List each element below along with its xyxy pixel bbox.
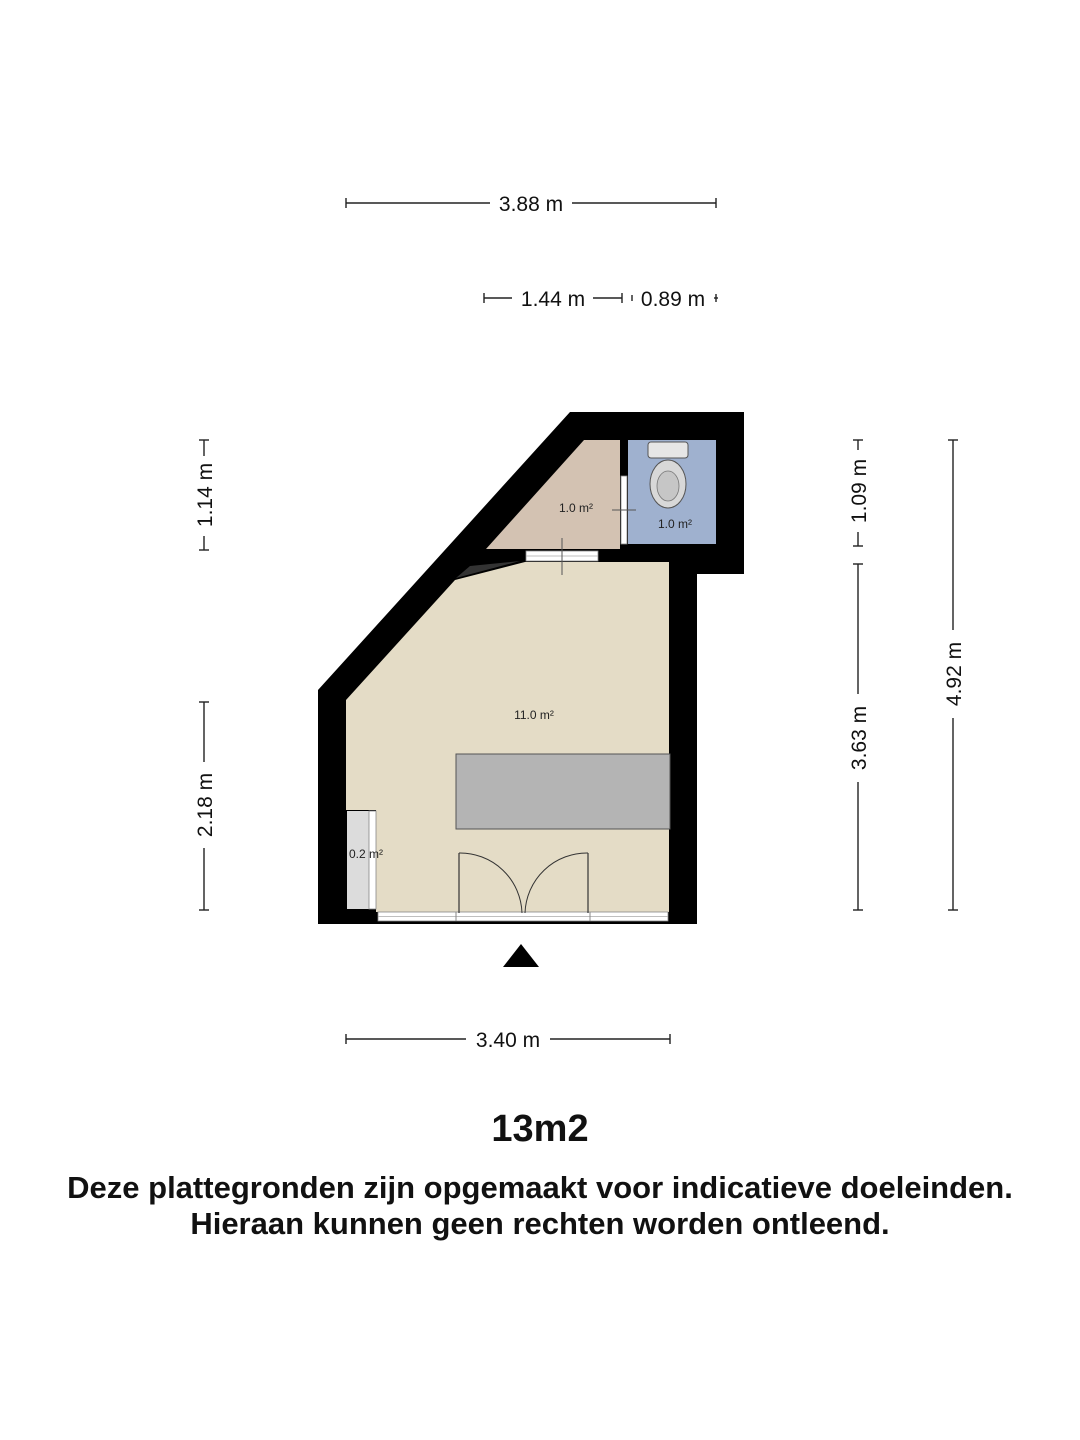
counter-block <box>456 754 670 829</box>
dimension-label: 1.09 m <box>848 458 871 524</box>
dimension-top-total <box>346 193 716 216</box>
entrance-arrow-icon <box>503 944 539 967</box>
room-area-closet: 0.2 m² <box>348 847 384 861</box>
room-area-landing: 1.0 m² <box>558 501 594 515</box>
dimension-left-lower <box>194 702 217 910</box>
dimension-label: 1.44 m <box>520 288 586 311</box>
room-area-toilet: 1.0 m² <box>657 517 693 531</box>
dimension-top-segments <box>484 288 718 311</box>
dimension-label: 3.88 m <box>498 193 564 216</box>
disclaimer-line: Hieraan kunnen geen rechten worden ontleend. <box>190 1206 890 1241</box>
total-area-title: 13m2 <box>491 1108 589 1150</box>
disclaimer <box>0 1170 1080 1242</box>
front-window-frames <box>378 912 668 921</box>
dimension-label: 2.18 m <box>194 772 217 838</box>
dimension-right-total <box>943 440 966 910</box>
dimension-left-upper <box>194 440 217 550</box>
dimension-label: 4.92 m <box>943 641 966 707</box>
dimension-label: 3.40 m <box>475 1029 541 1052</box>
toilet-icon <box>648 442 688 508</box>
dimension-label: 1.14 m <box>194 462 217 528</box>
dimension-right-upper <box>848 440 871 546</box>
room-area-main: 11.0 m² <box>514 708 554 722</box>
disclaimer-line: Deze plattegronden zijn opgemaakt voor indicatieve doeleinden. <box>67 1170 1013 1205</box>
dimension-label: 3.63 m <box>848 705 871 771</box>
dimension-right-lower <box>848 564 871 910</box>
dimension-bottom <box>346 1029 670 1052</box>
dimension-label: 0.89 m <box>640 288 706 311</box>
